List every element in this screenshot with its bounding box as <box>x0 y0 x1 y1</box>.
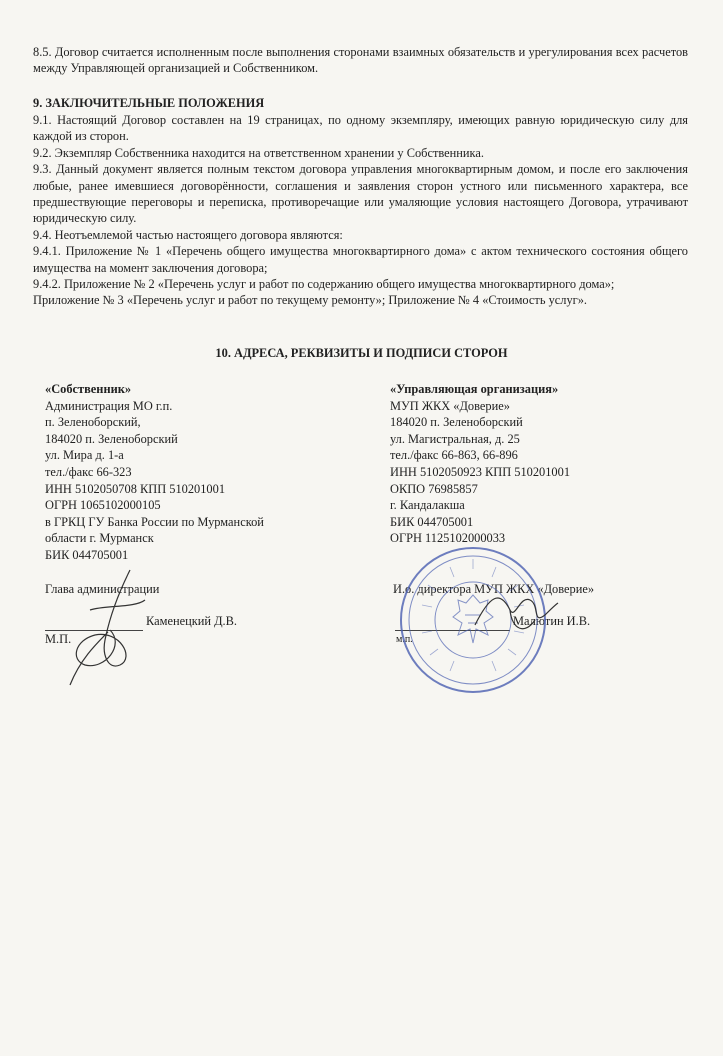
owner-signatory-name: Каменецкий Д.В. <box>146 614 237 628</box>
owner-line: ОГРН 1065102000105 <box>45 498 161 513</box>
section-10-heading: 10. АДРЕСА, РЕКВИЗИТЫ И ПОДПИСИ СТОРОН <box>215 346 508 360</box>
manager-line: ОКПО 76985857 <box>390 481 478 496</box>
section-9-body <box>33 112 688 309</box>
manager-line: 184020 п. Зеленоборский <box>390 415 523 430</box>
owner-line: области г. Мурманск <box>45 531 154 546</box>
clause-8-5: 8.5. Договор считается исполненным после выполнения сторонами взаимных обязательств и урегулирования всех расчетов между Управляющей организацией и Собственником. <box>33 45 688 76</box>
owner-line: ИНН 5102050708 КПП 510201001 <box>45 481 226 496</box>
owner-line: БИК 044705001 <box>45 547 129 562</box>
owner-handwritten-signature <box>50 560 160 690</box>
manager-line: ОГРН 1125102000033 <box>390 531 506 546</box>
manager-position: И.о. директора МУП ЖКХ «Доверие» <box>393 582 595 596</box>
manager-mp-label: м.п. <box>396 634 413 645</box>
owner-title: «Собственник» <box>45 382 132 396</box>
manager-line: БИК 044705001 <box>390 514 474 529</box>
owner-line: 184020 п. Зеленоборский <box>45 431 178 446</box>
appendix-list: Приложение № 3 «Перечень услуг и работ по текущему ремонту»; Приложение № 4 «Стоимость услуг». <box>33 293 588 308</box>
manager-line: МУП ЖКХ «Доверие» <box>390 398 510 413</box>
owner-mp-label: М.П. <box>45 632 72 646</box>
owner-line: Администрация МО г.п. <box>45 398 173 413</box>
owner-line: ул. Мира д. 1-а <box>45 448 124 463</box>
clause-9-4: 9.4. Неотъемлемой частью настоящего договора являются: <box>33 227 343 242</box>
manager-line: г. Кандалакша <box>390 498 465 513</box>
section-9-heading: 9. ЗАКЛЮЧИТЕЛЬНЫЕ ПОЛОЖЕНИЯ <box>33 96 265 110</box>
manager-line: тел./факс 66-863, 66-896 <box>390 448 518 463</box>
clause-9-3: 9.3. Данный документ является полным текстом договора управления многоквартирным домом, и после его заключения любые, ранее имевшиеся договорённости, соглашения и заявления сторон устного или письменного характера, все предшествующие переговоры и переписка, противоречащие или умаляющие условия настоящего Договора, утрачивают юридическую силу. <box>33 162 688 226</box>
owner-line: п. Зеленоборский, <box>45 415 141 430</box>
clause-9-4-1: 9.4.1. Приложение № 1 «Перечень общего имущества многоквартирного дома» с актом технического состояния общего имущества на момент заключения договора; <box>33 244 688 275</box>
manager-handwritten-signature <box>470 575 560 640</box>
owner-line: тел./факс 66-323 <box>45 464 132 479</box>
manager-signatory-name: Малютин И.В. <box>513 614 591 628</box>
owner-details <box>45 381 365 564</box>
manager-line: ул. Магистральная, д. 25 <box>390 431 520 446</box>
clause-9-4-2: 9.4.2. Приложение № 2 «Перечень услуг и работ по содержанию общего имущества многоквартирного дома»; <box>33 277 615 292</box>
manager-title: «Управляющая организация» <box>390 382 559 396</box>
clause-9-1: 9.1. Настоящий Договор составлен на 19 страницах, по одному экземпляру, имеющих равную юридическую силу для каждой из сторон. <box>33 113 688 144</box>
manager-details <box>390 381 710 547</box>
clause-9-2: 9.2. Экземпляр Собственника находится на ответственном хранении у Собственника. <box>33 145 484 160</box>
owner-line: в ГРКЦ ГУ Банка России по Мурманской <box>45 514 264 529</box>
manager-line: ИНН 5102050923 КПП 510201001 <box>390 464 571 479</box>
owner-position: Глава администрации <box>45 582 160 596</box>
